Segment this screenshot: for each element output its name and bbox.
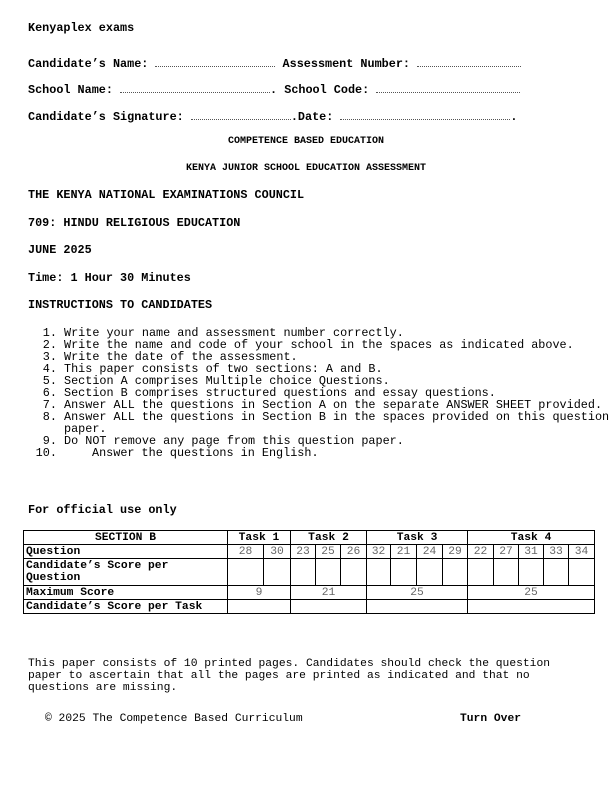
score-per-task-row bbox=[24, 600, 595, 614]
kjsea-title: KENYA JUNIOR SCHOOL EDUCATION ASSESSMENT bbox=[185, 163, 427, 174]
instructions-list bbox=[28, 327, 612, 459]
question-score-cell[interactable] bbox=[228, 559, 264, 586]
question-number: 21 bbox=[391, 545, 417, 559]
task-header: Task 2 bbox=[291, 531, 367, 545]
instruction-item: 6. Section B comprises structured questions and essay questions. bbox=[64, 387, 612, 399]
question-score-cell[interactable] bbox=[391, 559, 417, 586]
brand: Kenyaplex exams bbox=[28, 21, 135, 35]
question-number: 24 bbox=[417, 545, 443, 559]
instruction-item: 7. Answer ALL the questions in Section A on the separate ANSWER SHEET provided. bbox=[64, 399, 612, 411]
pages-note: This paper consists of 10 printed pages. Candidates should check the question paper to ascertain that all the pages are printed as indicated and that no questions are missing. bbox=[28, 658, 551, 694]
time-allowed: Time: 1 Hour 30 Minutes bbox=[28, 271, 191, 285]
row-label: Candidate’s Score per Question bbox=[24, 559, 228, 586]
instruction-item: 8. Answer ALL the questions in Section B in the spaces provided on this question paper. bbox=[64, 411, 612, 435]
question-score-cell[interactable] bbox=[264, 559, 291, 586]
task-header: Task 1 bbox=[228, 531, 291, 545]
score-table bbox=[23, 530, 595, 614]
instruction-item: 5. Section A comprises Multiple choice Questions. bbox=[64, 375, 612, 387]
instruction-item: 9. Do NOT remove any page from this question paper. bbox=[64, 435, 612, 447]
subject-title: 709: HINDU RELIGIOUS EDUCATION bbox=[28, 216, 241, 230]
signature-field[interactable] bbox=[28, 110, 291, 123]
candidate-name-field[interactable] bbox=[28, 57, 275, 70]
label: Candidate’s Name: bbox=[28, 57, 149, 71]
question-score-cell[interactable] bbox=[569, 559, 595, 586]
official-use-label: For official use only bbox=[28, 503, 177, 517]
question-number: 26 bbox=[341, 545, 367, 559]
turn-over: Turn Over bbox=[460, 713, 522, 725]
task-score-cell[interactable] bbox=[468, 600, 595, 614]
school-row bbox=[28, 83, 520, 96]
question-number: 33 bbox=[544, 545, 569, 559]
assessment-number-field[interactable] bbox=[283, 57, 522, 70]
row-label: Question bbox=[24, 545, 228, 559]
label: .Date: bbox=[290, 110, 334, 124]
question-score-cell[interactable] bbox=[544, 559, 569, 586]
task-score-cell[interactable] bbox=[291, 600, 367, 614]
copyright: © 2025 The Competence Based Curriculum bbox=[45, 713, 303, 725]
header-row bbox=[24, 531, 595, 545]
question-score-cell[interactable] bbox=[468, 559, 494, 586]
section-header: SECTION B bbox=[24, 531, 228, 545]
exam-date: JUNE 2025 bbox=[28, 243, 92, 257]
question-score-cell[interactable] bbox=[519, 559, 544, 586]
question-score-cell[interactable] bbox=[316, 559, 341, 586]
council-title: THE KENYA NATIONAL EXAMINATIONS COUNCIL bbox=[28, 188, 305, 202]
school-code-field[interactable] bbox=[284, 83, 520, 96]
max-score: 25 bbox=[468, 586, 595, 600]
task-header: Task 4 bbox=[468, 531, 595, 545]
question-score-cell[interactable] bbox=[494, 559, 519, 586]
task-header: Task 3 bbox=[367, 531, 468, 545]
instruction-item: 4. This paper consists of two sections: A and B. bbox=[64, 363, 612, 375]
max-score: 25 bbox=[367, 586, 468, 600]
question-number: 23 bbox=[291, 545, 316, 559]
question-number: 32 bbox=[367, 545, 391, 559]
question-row bbox=[24, 545, 595, 559]
row-label: Candidate’s Score per Task bbox=[24, 600, 228, 614]
name-row bbox=[28, 57, 521, 70]
label: School Code: bbox=[284, 83, 370, 97]
question-number: 25 bbox=[316, 545, 341, 559]
label: Assessment Number: bbox=[282, 57, 410, 71]
label: Candidate’s Signature: bbox=[28, 110, 184, 124]
max-score: 21 bbox=[291, 586, 367, 600]
question-number: 34 bbox=[569, 545, 595, 559]
instruction-item: 3. Write the date of the assessment. bbox=[64, 351, 612, 363]
question-number: 27 bbox=[494, 545, 519, 559]
instruction-item: 2. Write the name and code of your school in the spaces as indicated above. bbox=[64, 339, 612, 351]
max-score: 9 bbox=[228, 586, 291, 600]
question-score-cell[interactable] bbox=[417, 559, 443, 586]
question-number: 28 bbox=[228, 545, 264, 559]
instruction-item: 10. Answer the questions in English. bbox=[64, 447, 612, 459]
question-score-cell[interactable] bbox=[443, 559, 468, 586]
instruction-item: 1. Write your name and assessment number correctly. bbox=[64, 327, 612, 339]
date-field[interactable]: .Date: . bbox=[290, 110, 518, 124]
task-score-cell[interactable] bbox=[228, 600, 291, 614]
task-score-cell[interactable] bbox=[367, 600, 468, 614]
question-score-cell[interactable] bbox=[291, 559, 316, 586]
question-number: 29 bbox=[443, 545, 468, 559]
question-number: 22 bbox=[468, 545, 494, 559]
question-number: 30 bbox=[264, 545, 291, 559]
row-label: Maximum Score bbox=[24, 586, 228, 600]
question-number: 31 bbox=[519, 545, 544, 559]
signature-row bbox=[28, 110, 518, 123]
max-score-row bbox=[24, 586, 595, 600]
question-score-cell[interactable] bbox=[341, 559, 367, 586]
score-per-question-row bbox=[24, 559, 595, 586]
instructions-heading: INSTRUCTIONS TO CANDIDATES bbox=[28, 298, 213, 312]
question-score-cell[interactable] bbox=[367, 559, 391, 586]
cbe-title: COMPETENCE BASED EDUCATION bbox=[227, 136, 385, 147]
school-name-field[interactable]: School Name: . bbox=[28, 83, 278, 97]
label: School Name: bbox=[28, 83, 113, 97]
